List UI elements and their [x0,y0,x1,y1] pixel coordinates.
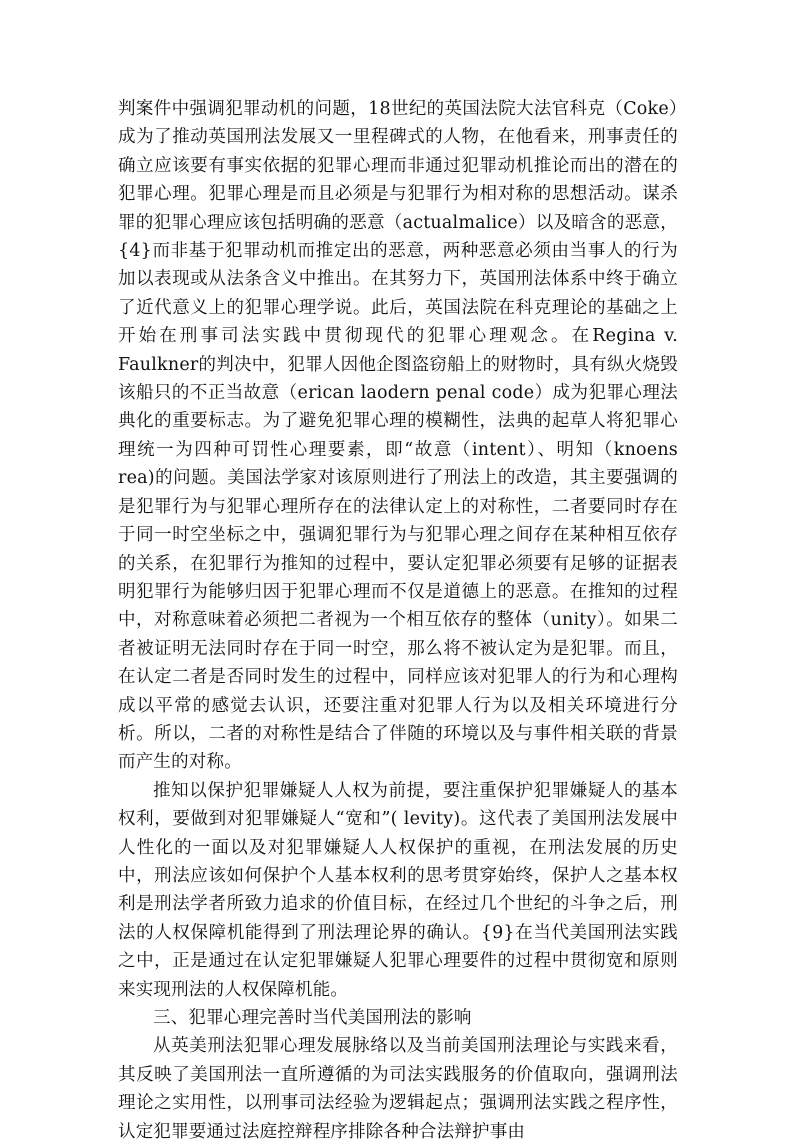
section-heading-3: 三、犯罪心理完善时当代美国刑法的影响 [153,1008,472,1028]
paragraph-coke-criminal-mind: 判案件中强调犯罪动机的问题，18世纪的英国法院大法官科克（Coke）成为了推动英国刑法发展又一里程碑式的人物，在他看来，刑事责任的确立应该要有事实依据的犯罪心理而非通过犯罪动机推论而出的潜在的犯罪心理。犯罪心理是而且必须是与犯罪行为相对称的思想活动。谋杀罪的犯罪心理应该包括明确的恶意（actualmalice）以及暗含的恶意，{4}而非基于犯罪动机而推定出的恶意，两种恶意必须由当事人的行为加以表现或从法条含义中推出。在其努力下，英国刑法体系中终于确立了近代意义上的犯罪心理学说。此后，英国法院在科克理论的基础之上开始在刑事司法实践中贯彻现代的犯罪心理观念。在Regina v. Faulkner的判决中，犯罪人因他企图盗窃船上的财物时，具有纵火烧毁该船只的不正当故意（erican laodern penal code）成为犯罪心理法典化的重要标志。为了避免犯罪心理的模糊性，法典的起草人将犯罪心理统一为四种可罚性心理要素，即“故意（intent）、明知（knoens rea)的问题。美国法学家对该原则进行了刑法上的改造，其主要强调的是犯罪行为与犯罪心理所存在的法律认定上的对称性，二者要同时存在于同一时空坐标之中，强调犯罪行为与犯罪心理之间存在某种相互依存的关系，在犯罪行为推知的过程中，要认定犯罪必须要有足够的证据表明犯罪行为能够归因于犯罪心理而不仅是道德上的恶意。在推知的过程中，对称意味着必须把二者视为一个相互依存的整体（unity）。如果二者被证明无法同时存在于同一时空，那么将不被认定为是犯罪。而且，在认定二者是否同时发生的过程中，同样应该对犯罪人的行为和心理构成以平常的感觉去认识，还要注重对犯罪人行为以及相关环境进行分析。所以，二者的对称性是结合了伴随的环境以及与事件相关联的背景而产生的对称。 [118,99,678,773]
paragraph-human-rights-levity: 推知以保护犯罪嫌疑人人权为前提，要注重保护犯罪嫌疑人的基本权利，要做到对犯罪嫌疑人“宽和”( levity)。这代表了美国刑法发展中人性化的一面以及对犯罪嫌疑人人权保护的重视，在刑法发展的历史中，刑法应该如何保护个人基本权利的思考贯穿始终，保护人之基本权利是刑法学者所致力追求的价值目标，在经过几个世纪的斗争之后，刑法的人权保障机能得到了刑法理论界的确认。{9}在当代美国刑法实践之中，正是通过在认定犯罪嫌疑人犯罪心理要件的过程中贯彻宽和原则来实现刑法的人权保障机能。 [118,780,678,1000]
paragraph-practical-orientation: 从英美刑法犯罪心理发展脉络以及当前美国刑法理论与实践来看，其反映了美国刑法一直所遵循的为司法实践服务的价值取向，强调刑法理论之实用性，以刑事司法经验为逻辑起点；强调刑法实践之程序性，认定犯罪要通过法庭控辩程序排除各种合法辩护事由 [118,1036,678,1142]
document-body [118,95,678,1146]
